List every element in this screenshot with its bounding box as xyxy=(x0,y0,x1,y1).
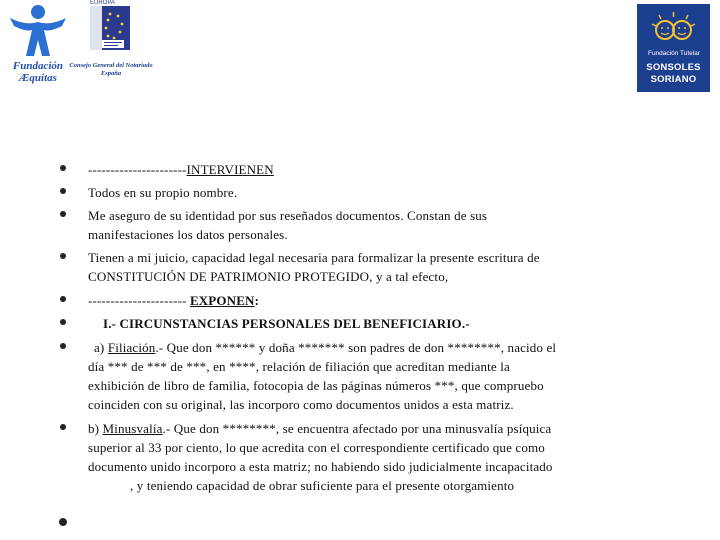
bullet-marker xyxy=(60,253,66,259)
logo-mid-caption-line2: España xyxy=(100,70,122,77)
logo-right-line1: SONSOLES xyxy=(646,62,701,73)
item-filiacion-line2: día *** de *** de ***, en ****, relación de filiación que acreditan mediante la xyxy=(88,359,510,374)
item-intervienen xyxy=(88,160,658,179)
item-capacidad-line1: Tienen a mi juicio, capacidad legal necesaria para formalizar la presente escritura de xyxy=(88,250,540,265)
dash-leader: ---------------------- xyxy=(88,162,187,177)
bullet-marker xyxy=(60,319,66,325)
exponen-colon: : xyxy=(254,293,260,308)
bullet-marker xyxy=(60,165,66,171)
item-minusvalia-lead: b) xyxy=(88,421,103,436)
item-minusvalia-line1 xyxy=(88,419,668,438)
logo-left-line2: Æquitas xyxy=(19,72,57,84)
item-filiacion-lead: a) xyxy=(94,340,108,355)
item-filiacion-line1 xyxy=(88,338,668,357)
bullet-marker xyxy=(60,296,66,302)
fundacion-sonsoles-soriano-logo xyxy=(637,4,710,92)
logo-right-small: Fundación Tutelar xyxy=(647,50,701,57)
item-identidad-line2: manifestaciones los datos personales. xyxy=(88,227,288,242)
item-filiacion-line4: coinciden con su original, las incorporo como documentos unidos a esta matriz. xyxy=(88,397,514,412)
item-exponen xyxy=(88,291,658,310)
bullet-marker-empty xyxy=(59,518,67,526)
item-propio-nombre: Todos en su propio nombre. xyxy=(88,185,238,200)
item-capacidad-line2: CONSTITUCIÓN DE PATRIMONIO PROTEGIDO, y a tal efecto, xyxy=(88,269,449,284)
logo-mid-caption-line1: Consejo General del Notariado xyxy=(69,62,153,69)
intervienen-heading: INTERVIENEN xyxy=(186,162,274,177)
sun-faces-icon xyxy=(637,4,710,48)
minusvalia-term: Minusvalía xyxy=(102,421,163,436)
consejo-notariado-logo xyxy=(66,0,156,82)
item-capacidad xyxy=(88,248,658,286)
item-identidad-line1: Me aseguro de su identidad por sus reseñados documentos. Constan de sus xyxy=(88,208,488,223)
filiacion-term: Filiación xyxy=(107,340,156,355)
item-filiacion-line3: exhibición de libro de familia, fotocopia de las páginas números ***, que compruebo xyxy=(88,378,544,393)
logo-right-line2: SORIANO xyxy=(650,74,697,85)
item-filiacion xyxy=(88,338,668,414)
bullet-marker xyxy=(60,188,66,194)
item-minusvalia-line3: documento unido incorporo a esta matriz; no habiendo sido judicialmente incapacitado xyxy=(88,459,553,474)
item-identidad xyxy=(88,206,658,244)
section-heading-circunstancias: I.- CIRCUNSTANCIAS PERSONALES DEL BENEFICIARIO.- xyxy=(103,316,470,331)
item-minusvalia xyxy=(88,419,668,495)
dash-leader: ---------------------- xyxy=(88,293,190,308)
bullet-marker xyxy=(60,343,66,349)
fundacion-aequitas-logo xyxy=(4,0,72,90)
eu-flag-icon xyxy=(86,0,134,52)
flag-label: EUROPA xyxy=(90,0,115,6)
item-filiacion-line1-rest: .- Que don ****** y doña ******* son padres de don ********, nacido el xyxy=(155,340,557,355)
logo-left-line1: Fundación xyxy=(12,60,64,72)
logo-mid-caption xyxy=(66,62,156,78)
item-minusvalia-line2: superior al 33 por ciento, lo que acredita con el correspondiente certificado que como xyxy=(88,440,545,455)
bullet-marker xyxy=(60,424,66,430)
item-minusvalia-line1-rest: .- Que don ********, se encuentra afectado por una minusvalía psíquica xyxy=(162,421,552,436)
item-minusvalia-line4: , y teniendo capacidad de obrar suficiente para el presente otorgamiento xyxy=(130,478,515,493)
person-figure-icon xyxy=(4,0,72,60)
exponen-heading: EXPONEN xyxy=(189,293,255,308)
bullet-marker xyxy=(60,211,66,217)
